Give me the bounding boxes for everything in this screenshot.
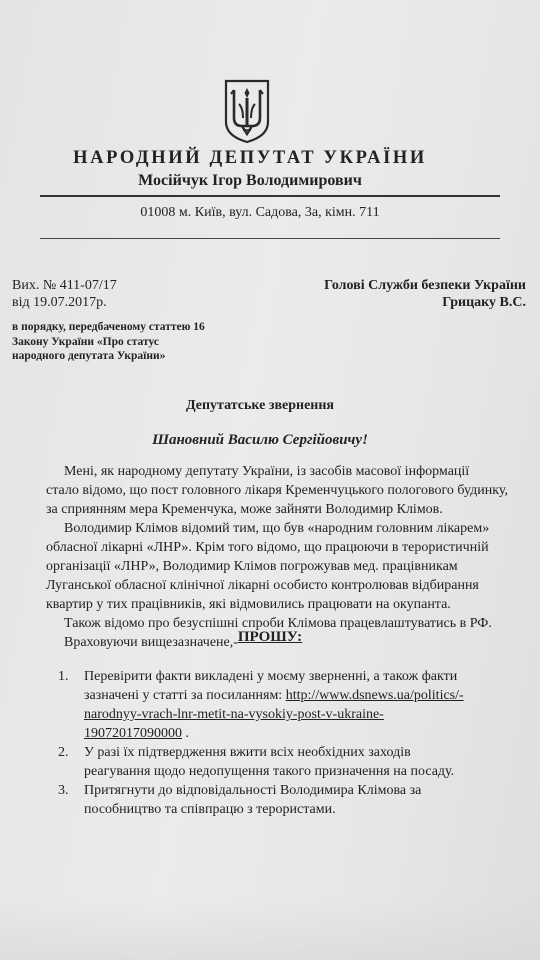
body-line: Луганської обласної клінічної лікарні особисто контролював відбирання [46,578,479,593]
request-line-text: зазначені у статті за посиланням: [84,688,286,703]
request-item-3 [58,781,528,819]
article-link[interactable]: narodnyy-vrach-lnr-metit-na-vysokiy-post-v-ukraine- [84,707,384,722]
trident-emblem-icon [222,78,272,144]
article-link[interactable]: http://www.dsnews.ua/politics/- [285,688,464,703]
request-line: пособництво та співпрацю з терористами. [84,802,336,817]
request-number: 2. [58,745,69,760]
body-line: квартир у тих працівників, які відмовились працювати на окупанта. [46,597,451,612]
outgoing-number: Вих. № 411-07/17 [12,278,117,293]
legal-basis-line: в порядку, передбаченому статтею 16 [12,321,205,333]
outgoing-reference [12,277,117,311]
request-item-1 [58,667,528,743]
body-line: за сприянням мера Кременчука, може зайняти Володимир Клімов. [46,502,443,517]
request-line: У разі їх підтвердження вжити всіх необхідних заходів [84,745,411,760]
request-line: Притягнути до відповідальності Володимира Клімова за [84,783,422,798]
header-divider-top [40,195,500,197]
recipient-name: Грицаку В.С. [442,295,526,310]
deputy-address: 01008 м. Київ, вул. Садова, 3а, кімн. 711 [140,205,380,220]
legal-basis-line: Закону України «Про статус [12,335,159,348]
legal-basis [12,320,205,364]
request-line [84,686,528,705]
appeal-body [46,462,520,652]
request-line: реагування щодо недопущення такого призначення на посаду. [84,764,455,779]
outgoing-date: від 19.07.2017р. [12,295,107,310]
document-type-heading: Депутатське звернення [185,398,335,413]
request-number: 1. [58,669,69,684]
body-line: організації «ЛНР», Володимир Клімов погрожував мед. працівникам [46,559,458,574]
salutation: Шановний Василю Сергійовичу! [152,432,368,448]
body-line: Також відомо про безуспішні спроби Клімова працевлаштуватись в РФ. [64,616,492,631]
body-line: Володимир Клімов відомий тим, що був «народним головним лікарем» [64,521,490,536]
body-line: Мені, як народному депутату України, із засобів масової інформації [64,464,470,479]
recipient-block [324,277,526,311]
request-line [84,724,528,743]
request-line-tail: . [182,726,189,741]
request-item-2 [58,743,528,781]
body-line: Враховуючи вищезазначене,- [64,635,238,650]
deputy-title: НАРОДНИЙ ДЕПУТАТ УКРАЇНИ [73,148,427,168]
recipient-position: Голові Служби безпеки України [324,278,526,293]
body-line: обласної лікарні «ЛНР». Крім того відомо, що працюючи в терористичній [46,540,489,555]
article-link[interactable]: 19072017090000 [84,726,182,741]
request-heading: ПРОШУ: [237,629,303,645]
request-line: Перевірити факти викладені у моєму зверненні, а також факти [84,669,458,684]
request-line [84,705,528,724]
body-line: стало відомо, що пост головного лікаря Кременчуцького пологового будинку, [46,483,508,498]
header-divider-bottom [40,238,500,239]
request-list [58,667,528,819]
legal-basis-line: народного депутата України» [12,350,166,362]
deputy-name: Мосійчук Ігор Володимирович [138,172,362,189]
request-number: 3. [58,783,69,798]
